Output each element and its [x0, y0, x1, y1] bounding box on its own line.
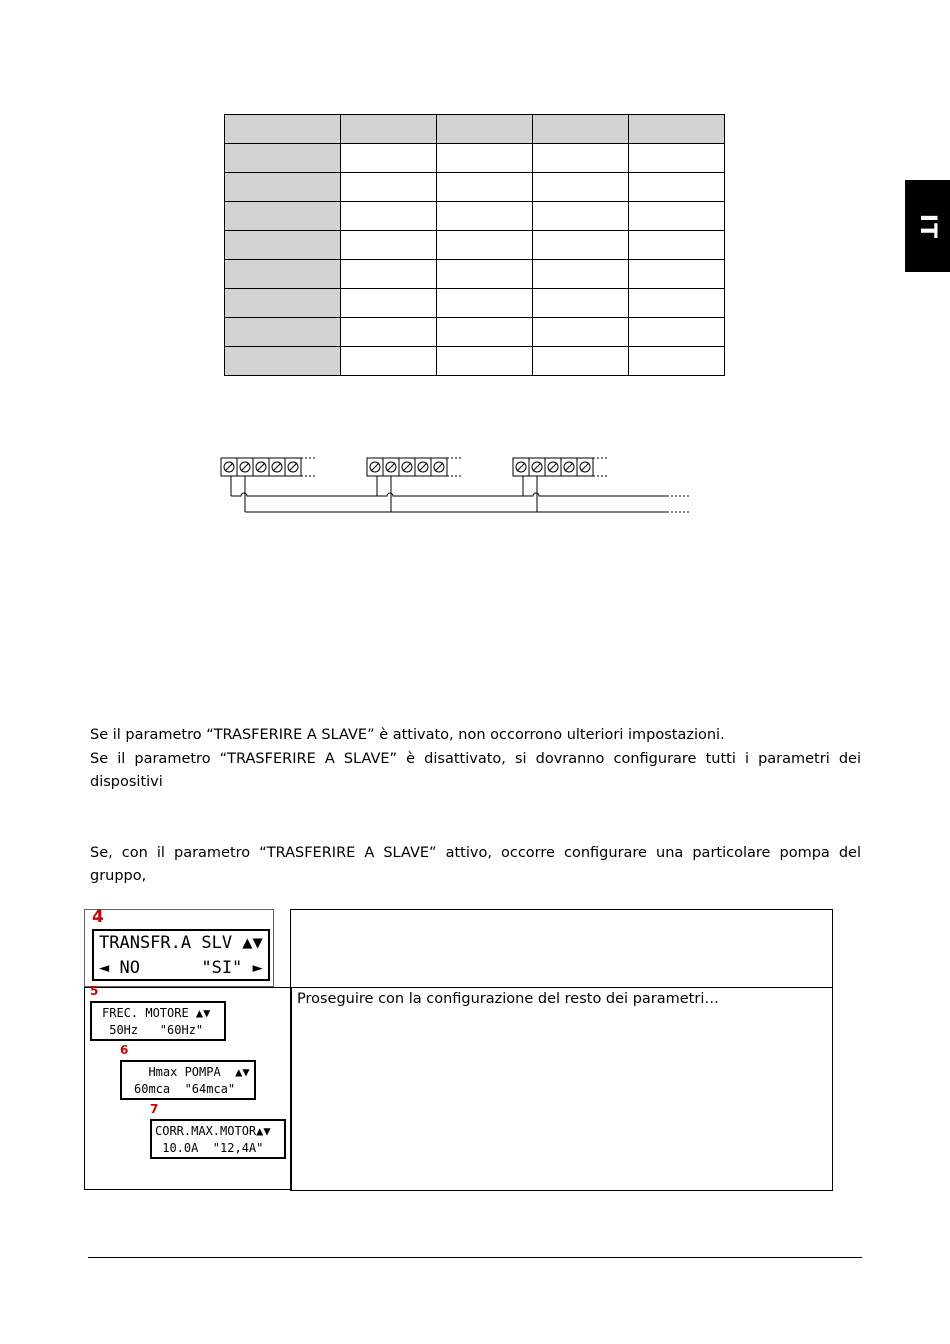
- table-row: [225, 144, 725, 173]
- paragraph-transfer-enabled: Se il parametro “TRASFERIRE A SLAVE” è attivato, non occorrono ulteriori impostazioni.: [90, 727, 725, 743]
- language-tab-label: IT: [914, 213, 940, 239]
- table-row: [225, 231, 725, 260]
- table-row: [225, 260, 725, 289]
- paragraph-configure-pump: Se, con il parametro “TRASFERIRE A SLAVE” attivo, occorre configurare una particolare pompa del gruppo,: [90, 845, 861, 884]
- lcd-motor-frequency: FREC. MOTORE ▲▼ 50Hz "60Hz": [90, 1001, 226, 1041]
- table-row: [225, 289, 725, 318]
- step-number: 7: [150, 1102, 159, 1116]
- table-row: [225, 318, 725, 347]
- lcd-hmax-pump: Hmax POMPA ▲▼ 60mca "64mca": [120, 1060, 256, 1100]
- lcd-transfer-slave: TRANSFR.A SLV ▲▼ ◄ NO "SI" ►: [92, 929, 270, 981]
- data-table: [224, 114, 725, 376]
- table-header-row: [225, 115, 725, 144]
- language-tab: [905, 180, 950, 272]
- step-number: 4: [92, 907, 104, 927]
- table-row: [225, 173, 725, 202]
- paragraph-transfer-disabled: Se il parametro “TRASFERIRE A SLAVE” è disattivato, si dovranno configurare tutti i parametri dei dispositivi: [90, 751, 861, 790]
- step-number: 5: [90, 984, 99, 998]
- terminal-block-3: [513, 458, 667, 512]
- step-number: 6: [120, 1043, 129, 1057]
- lcd-max-motor-current: CORR.MAX.MOTOR▲▼ 10.0A "12,4A": [150, 1119, 286, 1159]
- terminal-block-2: [367, 458, 531, 512]
- table-row: [225, 347, 725, 376]
- footer-divider: [88, 1257, 862, 1258]
- wiring-diagram: [215, 450, 695, 520]
- steps-table: [84, 909, 832, 1190]
- table-row: [225, 202, 725, 231]
- continue-configuration-text: Proseguire con la configurazione del resto dei parametri…: [297, 991, 719, 1007]
- terminal-block-1: [221, 458, 385, 512]
